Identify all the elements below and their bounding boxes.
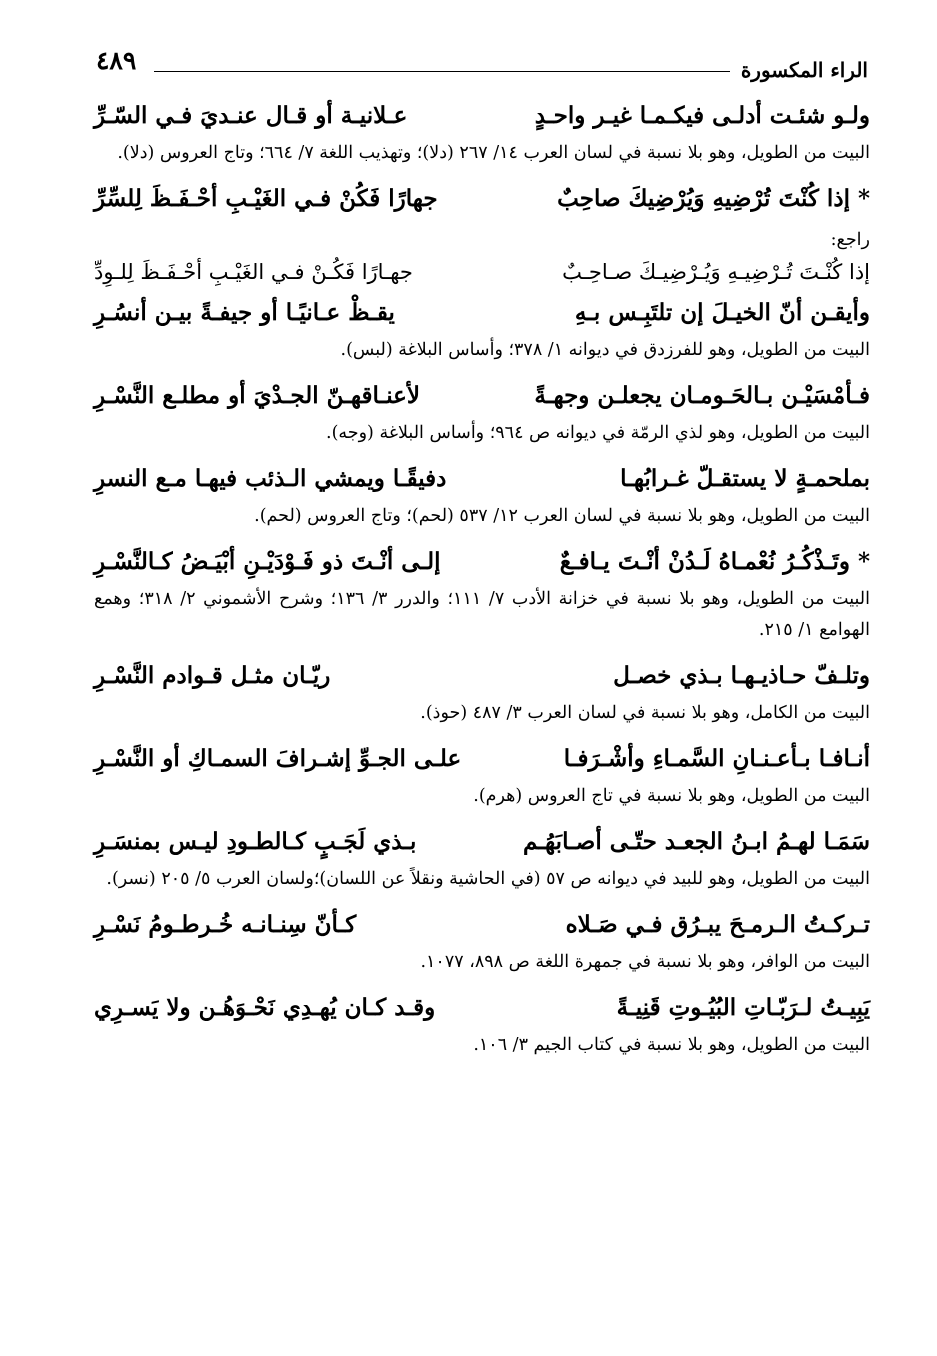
citation-note: البيت من الطويل، وهو بلا نسبة في لسان العرب ١٤/ ٢٦٧ (دلا)؛ وتهذيب اللغة ٧/ ٦٦٤؛ وتاج العروس (دلا).	[117, 143, 870, 163]
citation-note: البيت من الطويل، وهو بلا نسبة في كتاب الجيم ٣/ ١٠٦.	[473, 1035, 870, 1055]
entry	[94, 177, 870, 291]
cross-reference-label: راجع:	[830, 230, 870, 250]
entry	[94, 94, 870, 169]
hemistich-first: ولـو شئـت أدلـى فيكـمـا غيـر واحـدٍ	[534, 102, 870, 129]
verse-line	[94, 291, 870, 335]
entry	[94, 374, 870, 449]
entry	[94, 291, 870, 366]
hemistich-first: إذا كُنْـتَ تُـرْضِيـهِ وَيُـرْضِيـكَ صـاحِـبٌ	[562, 260, 870, 284]
citation-note: البيت من الطويل، وهو للبيد في ديوانه ص ٥٧ (في الحاشية ونقلاً عن اللسان)؛ولسان العرب ٥/ ٢٠٥ (نسر).	[106, 869, 870, 889]
hemistich-first: سَمَـا لهـمُ ابـنُ الجعـد حتّـى أصـابَهُـم	[523, 828, 870, 855]
citation-note: البيت من الطويل، وهو بلا نسبة في تاج العروس (هرم).	[473, 786, 870, 806]
page-number: ٤٨٩	[96, 46, 137, 75]
verse-line	[94, 986, 870, 1030]
verse-line	[94, 737, 870, 781]
hemistich-first: تـركـتُ الـرمـحَ يبـرُق فـي صَـلاه	[565, 911, 870, 938]
verse-line	[94, 374, 870, 418]
citation-note: البيت من الوافر، وهو بلا نسبة في جمهرة اللغة ص ٨٩٨، ١٠٧٧.	[420, 952, 870, 972]
hemistich-first: وأيقـن أنّ الخيـلَ إن تلتَبِـس بـهِ	[574, 299, 870, 326]
hemistich-first: * وتَـذْكُـرُ نُعْمـاهُ لَـدُنْ أنْـتَ يـافـعٌ	[559, 548, 870, 575]
hemistich-second: لأعنـاقهـنّ الجـدْيَ أو مطلـع النَّسْـرِ	[94, 382, 421, 409]
verse-line	[94, 540, 870, 584]
section-title: الراء المكسورة	[740, 58, 868, 82]
entry	[94, 457, 870, 532]
hemistich-first: فـأمْسَيْـن بـالحَـومـان يجعلـن وجهـةً	[534, 382, 870, 409]
header-rule	[154, 71, 730, 72]
entry	[94, 820, 870, 895]
verse-line	[94, 177, 870, 221]
page-header	[96, 40, 868, 86]
citation-note: البيت من الكامل، وهو بلا نسبة في لسان العرب ٣/ ٤٨٧ (حوذ).	[420, 703, 870, 723]
hemistich-second: كـأنّ سِنـانـه خُـرطـومُ نَسْـرِ	[94, 911, 357, 938]
hemistich-second: عـلانيـة أو قـال عنـديَ فـي السّـرِّ	[94, 102, 408, 129]
hemistich-first: يَبِيـتُ لـرَبّـاتِ البُيُـوتِ قَنِيـةً	[616, 994, 870, 1021]
citation-note: البيت من الطويل، وهو بلا نسبة في خزانة الأدب ٧/ ١١١؛ والدرر ٣/ ١٣٦؛ وشرح الأشموني ٢/ ٣١٨؛ وهمع الهوامع ١/ ٢١٥.	[94, 589, 870, 640]
cross-reference-verse	[94, 253, 870, 291]
entry	[94, 654, 870, 729]
citation-note: البيت من الطويل، وهو للفرزدق في ديوانه ١/ ٣٧٨؛ وأساس البلاغة (لبس).	[340, 340, 870, 360]
hemistich-second: يقـظْ عـانيًـا أو جيفـةً بيـن أنسُـرِ	[94, 299, 395, 326]
citation-note: البيت من الطويل، وهو بلا نسبة في لسان العرب ١٢/ ٥٣٧ (لحم)؛ وتاج العروس (لحم).	[254, 506, 870, 526]
hemistich-first: وتلـفّ حـاذيـهـا بـذي خصـل	[613, 662, 870, 689]
verse-line	[94, 457, 870, 501]
citation-note: البيت من الطويل، وهو لذي الرمّة في ديوانه ص ٩٦٤؛ وأساس البلاغة (وجه).	[326, 423, 870, 443]
verse-line	[94, 94, 870, 138]
entry	[94, 986, 870, 1061]
entry	[94, 540, 870, 646]
hemistich-first: بملحمـةٍ لا يستقـلّ غـرابُهـا	[620, 465, 870, 492]
hemistich-second: جهـارًا فَكُـنْ فـي الغَيْـبِ أحْـفَـظَ لِلـوِدِّ	[94, 260, 413, 284]
hemistich-second: جهارًا فَكُنْ فـي الغَيْـبِ أحْـفَـظَ لِلسِّرِّ	[94, 185, 438, 212]
hemistich-second: بـذي لَجَـبٍ كـالطـودِ ليـس بمنسَـرِ	[94, 828, 417, 855]
hemistich-second: علـى الجـوِّ إشـرافَ السمـاكِ أو النَّسْـرِ	[94, 745, 462, 772]
verse-line	[94, 654, 870, 698]
verse-line	[94, 820, 870, 864]
verse-line	[94, 903, 870, 947]
poetry-entries	[94, 94, 870, 1069]
entry	[94, 903, 870, 978]
hemistich-second: وقـد كـان يُهـدِي نَحْـوَهُـن ولا يَسـرِي	[94, 994, 436, 1021]
hemistich-first: أنـافـا بـأعـنـانِ السَّمـاءِ وأشْـرَفـا	[563, 745, 870, 772]
hemistich-second: ريّـان مثـل قـوادم النَّسْـرِ	[94, 662, 331, 689]
hemistich-second: دفيقًـا ويمشي الـذئب فيهـا مـع النسرِ	[94, 465, 447, 492]
hemistich-second: إلـى أنْـتَ ذو فَـوْدَيْـنِ أبْيَـضُ كـالنَّسْـرِ	[94, 548, 441, 575]
entry	[94, 737, 870, 812]
hemistich-first: * إذا كُنْتَ تُرْضِيهِ وَيُرْضِيكَ صاحِبٌ	[557, 185, 870, 212]
